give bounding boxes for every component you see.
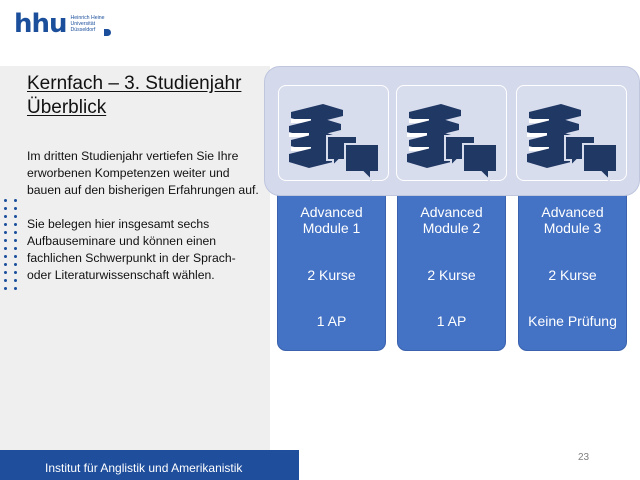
module-courses: 2 Kurse — [427, 267, 476, 283]
module-title-line-1: Advanced — [300, 204, 363, 220]
footer-institute: Institut für Anglistik und Amerikanistik — [45, 461, 243, 475]
logo-line-2: Universität — [70, 21, 96, 27]
slide-title-line-2: Überblick — [27, 97, 107, 118]
module-title-line-1: Advanced — [541, 204, 604, 220]
module-exam: 1 AP — [316, 313, 347, 329]
books-and-speech-bubbles-icon — [278, 85, 389, 181]
module-title — [398, 204, 505, 236]
module-title-line-2: Module 1 — [302, 220, 361, 236]
icons-panel — [264, 66, 640, 196]
slide-title-line-1: Kernfach – 3. Studienjahr — [27, 73, 242, 94]
logo-line-3: Düsseldorf — [70, 27, 96, 33]
page-number: 23 — [578, 452, 590, 463]
hhu-logo — [14, 9, 105, 39]
module-title — [519, 204, 626, 236]
module-title — [278, 204, 385, 236]
module-exam: Keine Prüfung — [528, 313, 617, 329]
module-title-line-2: Module 3 — [543, 220, 602, 236]
module-card-1 — [277, 180, 386, 351]
module-card-3 — [518, 180, 627, 351]
module-card-2 — [397, 180, 506, 351]
module-courses: 2 Kurse — [307, 267, 356, 283]
body-paragraph-1: Im dritten Studienjahr vertiefen Sie Ihre erworbenen Kompetenzen weiter und bauen auf den bisherigen Erfahrungen auf. — [27, 149, 259, 197]
body-paragraph-2: Sie belegen hier insgesamt sechs Aufbauseminare und können einen fachlichen Schwerpunkt in der Sprach- oder Literaturwissenschaft wählen. — [27, 217, 236, 282]
books-and-speech-bubbles-icon — [516, 85, 627, 181]
logo-line-1: Heinrich Heine — [70, 15, 105, 21]
slide-title — [27, 72, 267, 120]
logo-text — [71, 15, 105, 33]
books-and-speech-bubbles-icon — [396, 85, 507, 181]
logo-accent — [104, 29, 111, 36]
module-courses: 2 Kurse — [548, 267, 597, 283]
module-title-line-1: Advanced — [420, 204, 483, 220]
module-exam: 1 AP — [436, 313, 467, 329]
slide-body — [27, 148, 259, 301]
module-title-line-2: Module 2 — [422, 220, 481, 236]
logo-mark: hhu — [14, 9, 67, 39]
decorative-dots — [4, 199, 18, 290]
